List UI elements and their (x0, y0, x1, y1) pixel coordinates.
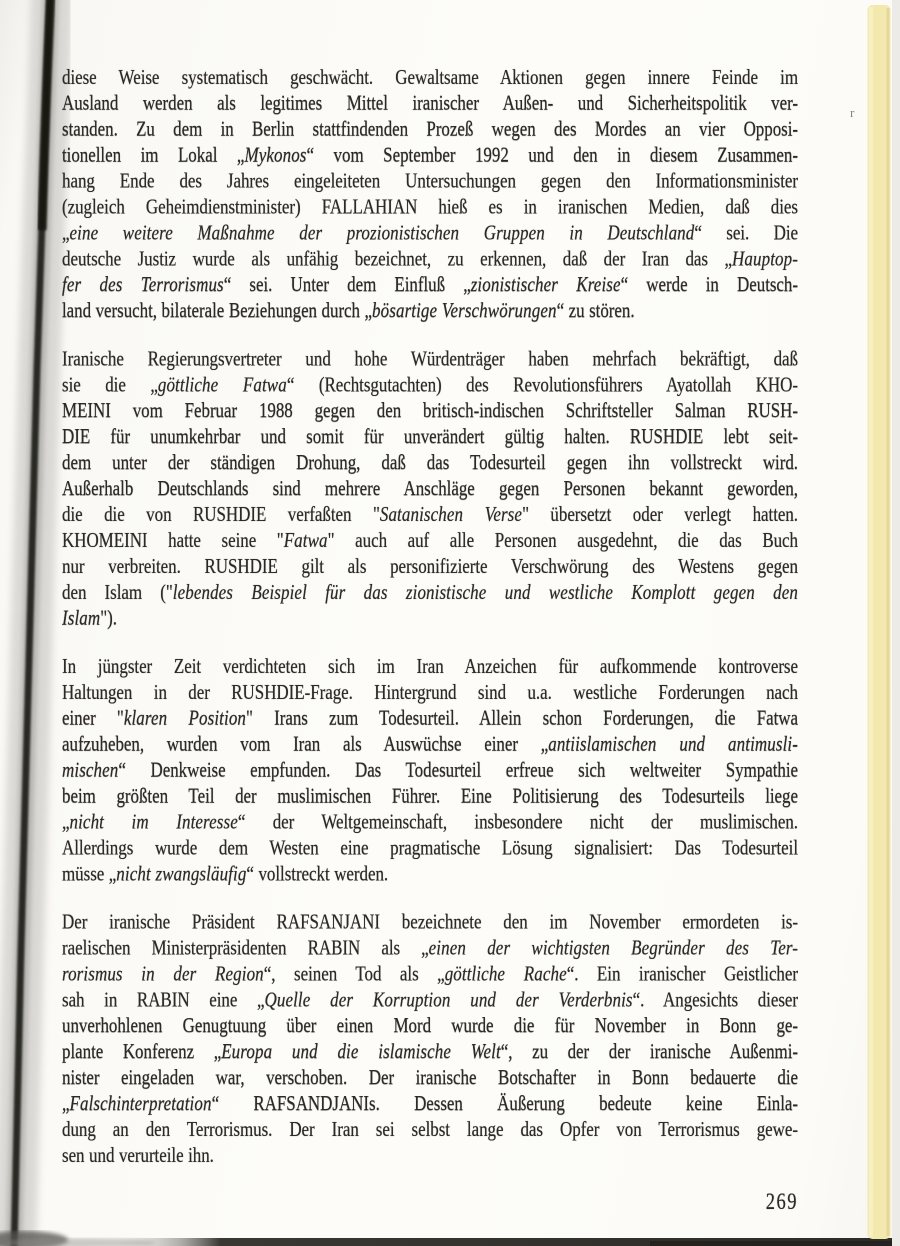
text-line: Außerhalb Deutschlands sind mehrere Anschläge gegen Personen bekannt geworden, (62, 476, 798, 500)
text-line: plante Konferenz „Europa und die islamische Welt“, zu der der iranische Außenmi- (62, 1039, 798, 1064)
paragraph (62, 653, 798, 886)
page-edge-right (868, 0, 900, 1246)
paragraph (62, 346, 798, 631)
text-line: aufzuheben, wurden vom Iran als Auswüchse einer „antiislamischen und antimusli- (62, 732, 798, 756)
text-line: MEINI vom Februar 1988 gegen den britisch-indischen Schriftsteller Salman RUSH- (62, 398, 798, 423)
text-line: unverhohlenen Genugtuung über einen Mord wurde die für November in Bonn ge- (62, 1013, 798, 1038)
text-line: deutsche Justiz wurde als unfähig bezeichnet, zu erkennen, daß der Iran das „Hauptop- (62, 246, 798, 271)
page-number: 269 (765, 1190, 798, 1216)
text-line: Haltungen in der RUSHDIE-Frage. Hintergrund sind u.a. westliche Forderungen nach (62, 680, 798, 704)
text-line: beim größten Teil der muslimischen Führer. Eine Politisierung des Todesurteils liege (62, 784, 798, 808)
text-line: Allerdings wurde dem Westen eine pragmatische Lösung signalisiert: Das Todesurteil (62, 835, 798, 860)
text-line: sen und verurteile ihn. (62, 1143, 214, 1167)
text-line: sah in RABIN eine „Quelle der Korruption und der Verderbnis“. Angesichts dieser (62, 987, 798, 1012)
text-line: diese Weise systematisch geschwächt. Gewaltsame Aktionen gegen innere Feinde im (62, 65, 798, 89)
text-line: müsse „nicht zwangsläufig“ vollstreckt werden. (62, 861, 389, 886)
paragraph (62, 64, 798, 323)
text-line: mischen“ Denkweise empfunden. Das Todesurteil erfreue sich weltweiter Sympathie (62, 758, 798, 782)
text-line: raelischen Ministerpräsidenten RABIN als „einen der wichtigsten Begründer des Ter- (62, 935, 798, 960)
text-line: sie die „göttliche Fatwa“ (Rechtsgutachten) des Revolutionsführers Ayatollah KHO- (62, 372, 798, 397)
text-line: rorismus in der Region“, seinen Tod als „göttliche Rache“. Ein iranischer Geistlicher (62, 961, 798, 986)
text-line: den Islam ("lebendes Beispiel für das zionistische und westliche Komplott gegen den (62, 580, 798, 604)
text-line: tionellen im Lokal „Mykonos“ vom September 1992 und den in diesem Zusammen- (62, 143, 798, 167)
text-line: einer "klaren Position" Irans zum Todesurteil. Allein schon Forderungen, die Fatwa (62, 706, 798, 730)
text-line: standen. Zu dem in Berlin stattfindenden Prozeß wegen des Mordes an vier Opposi- (62, 117, 798, 141)
text-line: KHOMEINI hatte seine "Fatwa" auch auf alle Personen ausgedehnt, die das Buch (62, 528, 798, 552)
text-line: Der iranische Präsident RAFSANJANI bezeichnete den im November ermordeten is- (62, 909, 798, 934)
text-line: „Falschinterpretation“ RAFSANDJANIs. Dessen Äußerung bedeute keine Einla- (62, 1091, 798, 1115)
text-line: „eine weitere Maßnahme der prozionistischen Gruppen in Deutschland“ sei. Die (62, 220, 798, 245)
text-line: fer des Terrorismus“ sei. Unter dem Einfluß „zionistischer Kreise“ werde in Deutsch- (62, 272, 798, 297)
text-line: nur verbreiten. RUSHDIE gilt als personifizierte Verschwörung des Westens gegen (62, 554, 798, 578)
text-line: Iranische Regierungsvertreter und hohe Würdenträger haben mehrfach bekräftigt, daß (62, 346, 798, 371)
text-line: „nicht im Interesse“ der Weltgemeinschaft, insbesondere nicht der muslimischen. (62, 809, 798, 834)
text-line: dem unter der ständigen Drohung, daß das Todesurteil gegen ihn vollstreckt wird. (62, 450, 798, 475)
text-line: die die von RUSHDIE verfaßten "Satanischen Verse" übersetzt oder verlegt hatten. (62, 502, 798, 526)
text-line: land versucht, bilaterale Beziehungen durch „bösartige Verschwörungen“ zu stören. (62, 298, 635, 323)
text-block (62, 64, 798, 1216)
text-line: dung an den Terrorismus. Der Iran sei selbst lange das Opfer von Terrorismus gewe- (62, 1117, 798, 1141)
text-line: (zugleich Geheimdienstminister) FALLAHIAN hieß es in iranischen Medien, daß dies (62, 194, 798, 219)
page-edge-bottom (110, 1238, 900, 1246)
stray-ink-mark: r (850, 105, 855, 120)
text-line: nister eingeladen war, verschoben. Der iranische Botschafter in Bonn bedauerte die (62, 1065, 798, 1090)
text-line: Ausland werden als legitimes Mittel iranischer Außen- und Sicherheitspolitik ver- (62, 91, 798, 115)
text-line: DIE für unumkehrbar und somit für unverändert gültig halten. RUSHDIE lebt seit- (62, 424, 798, 449)
paragraph (62, 909, 798, 1168)
text-line: hang Ende des Jahres eingeleiteten Untersuchungen gegen den Informationsminister (62, 168, 798, 193)
text-line: In jüngster Zeit verdichteten sich im Iran Anzeichen für aufkommende kontroverse (62, 654, 798, 678)
text-line: Islam"). (62, 606, 117, 630)
